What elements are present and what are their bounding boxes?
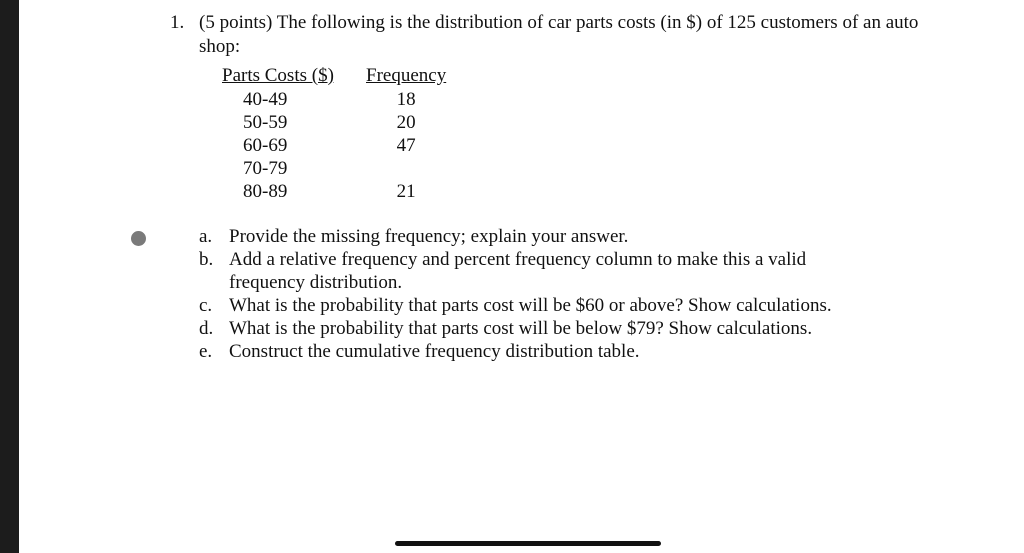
- frequency-cell: 18: [396, 89, 416, 110]
- table-row: [222, 180, 446, 203]
- table-row: [222, 157, 446, 180]
- part-text: What is the probability that parts cost will be $60 or above? Show calculations.: [229, 295, 832, 316]
- table-header-row: [222, 64, 446, 88]
- table-row: [222, 88, 446, 111]
- home-indicator-bar[interactable]: [395, 541, 661, 546]
- frequency-cell: 47: [396, 135, 416, 156]
- header-parts-costs: Parts Costs ($): [222, 65, 334, 86]
- cost-cell: 80-89: [243, 181, 288, 202]
- table-row: [222, 134, 446, 157]
- part-text: Add a relative frequency and percent frequency column to make this a valid frequency distribution.: [229, 249, 807, 293]
- bullet-dot: [131, 231, 146, 246]
- part-text: What is the probability that parts cost will be below $79? Show calculations.: [229, 318, 813, 339]
- part-letter: c.: [199, 295, 213, 316]
- cost-cell: 50-59: [243, 112, 288, 133]
- part-letter: e.: [199, 341, 213, 362]
- part-letter: d.: [199, 318, 214, 339]
- cost-cell: 40-49: [243, 89, 288, 110]
- part-letter: b.: [199, 249, 214, 270]
- part-letter: a.: [199, 226, 213, 247]
- frequency-cell: 21: [396, 181, 416, 202]
- frequency-cell-missing: [366, 157, 446, 180]
- cost-cell: 70-79: [243, 158, 288, 179]
- table-row: [222, 111, 446, 134]
- question-number: 1.: [170, 12, 185, 33]
- left-edge-bar: [0, 0, 19, 553]
- header-frequency: Frequency: [366, 65, 447, 86]
- frequency-cell: 20: [396, 112, 416, 133]
- part-text: Provide the missing frequency; explain your answer.: [229, 226, 629, 247]
- part-text: Construct the cumulative frequency distribution table.: [229, 341, 640, 362]
- cost-cell: 60-69: [243, 135, 288, 156]
- question-text: (5 points) The following is the distribution of car parts costs (in $) of 125 customers of an auto shop:: [199, 12, 919, 57]
- frequency-table: [222, 64, 446, 203]
